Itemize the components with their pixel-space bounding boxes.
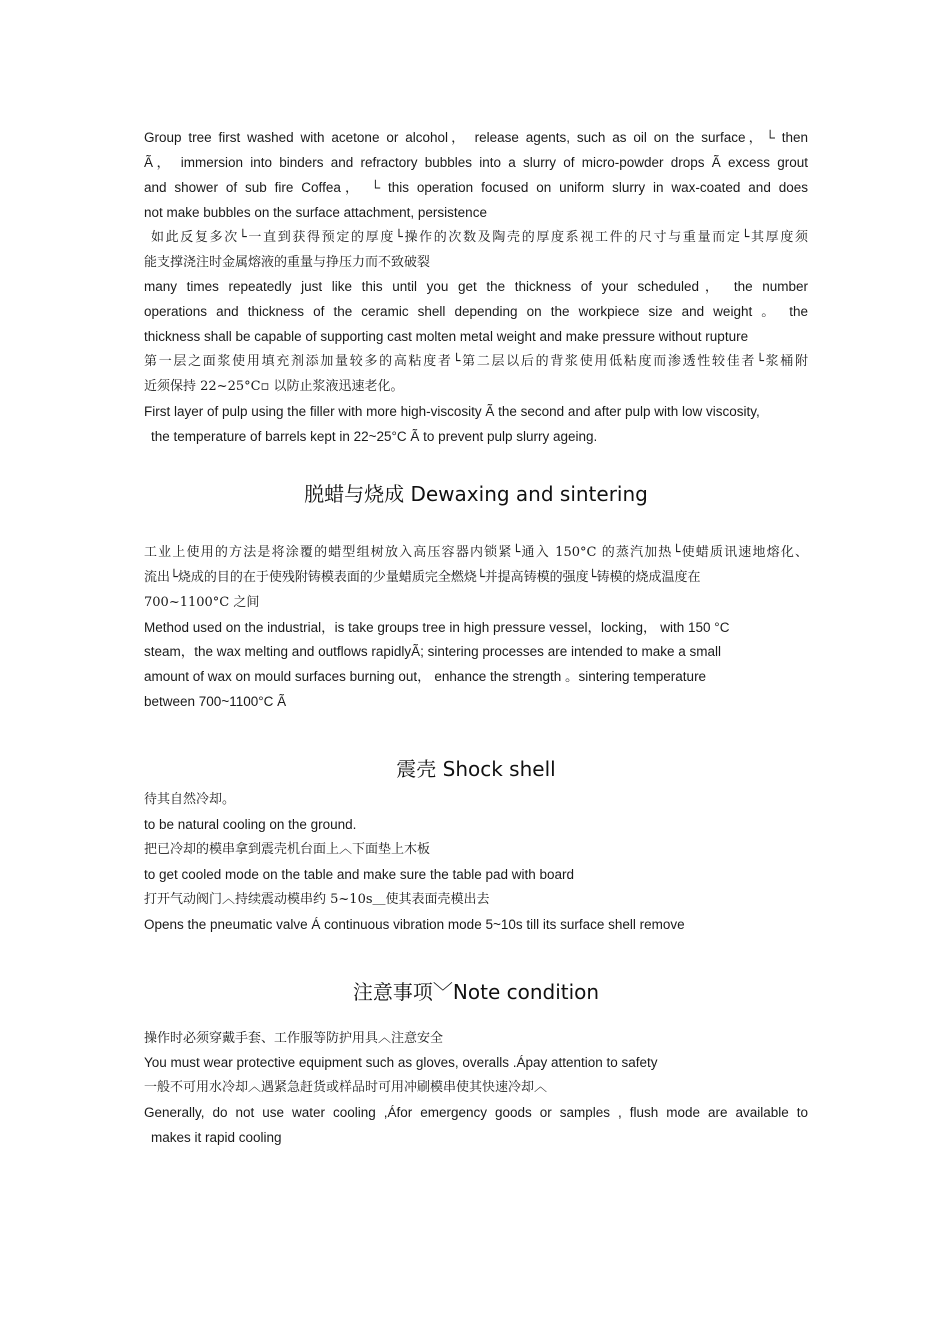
paragraph-line: 操作时必须穿戴手套、工作服等防护用具︿注意安全: [144, 1030, 444, 1046]
paragraph-line: to be natural cooling on the ground.: [144, 817, 357, 833]
paragraph-line: makes it rapid cooling: [151, 1130, 282, 1146]
paragraph-line: steam，the wax melting and outflows rapidlyÃ; sintering processes are intended to make a small: [144, 644, 722, 660]
paragraph-line: and shower of sub fire Coffea， └ this operation focused on uniform slurry in wax-coated and does: [144, 179, 808, 195]
paragraph-line: Generally, do not use water cooling ,Áfor emergency goods or samples , flush mode are available to: [144, 1105, 808, 1121]
paragraph-line: 700~1100°C 之间: [144, 594, 260, 610]
paragraph-line: the temperature of barrels kept in 22~25°C Ã to prevent pulp slurry ageing.: [151, 428, 598, 444]
heading-dewaxing-sintering: 脱蜡与烧成 Dewaxing and sintering: [304, 481, 648, 506]
section-shock-shell: [144, 788, 808, 937]
section-note-condition: [144, 1027, 808, 1152]
paragraph-line: 把已冷却的模串拿到震壳机台面上︿下面垫上木板: [144, 841, 431, 857]
paragraph-line: Method used on the industrial，is take groups tree in high pressure vessel，locking， with 150 °C: [144, 619, 730, 635]
paragraph-line: Opens the pneumatic valve Á continuous vibration mode 5~10s till its surface shell remove: [144, 916, 685, 932]
heading-shock-shell: 震壳 Shock shell: [396, 757, 556, 782]
paragraph-line: First layer of pulp using the filler with more high-viscosity Ã the second and after pulp with low viscosity,: [144, 403, 760, 419]
paragraph-line: Group tree first washed with acetone or alcohol， release agents, such as oil on the surface，└ then: [144, 130, 808, 145]
paragraph-line: to get cooled mode on the table and make sure the table pad with board: [144, 866, 575, 882]
paragraph-line: 近须保持 22~25°C▫ 以防止浆液迅速老化。: [144, 379, 404, 395]
paragraph-line: thickness shall be capable of supporting cast molten metal weight and make pressure without rupture: [144, 329, 749, 345]
paragraph-line: 工业上使用的方法是将涂覆的蜡型组树放入高压容器内锁紧└通入 150°C 的蒸汽加热└使蜡质讯速地熔化、: [144, 544, 808, 560]
paragraph-line: 一般不可用水冷却︿遇紧急赶货或样品时可用冲刷模串使其快速冷却︿: [144, 1080, 548, 1096]
heading-note-condition: 注意事项﹀Note condition: [352, 979, 600, 1004]
section-shell-making: [144, 126, 808, 450]
paragraph-line: 能支撑浇注时金属熔液的重量与挣压力而不致破裂: [144, 254, 431, 270]
paragraph-line: 打开气动阀门︿持续震动模串约 5~10s＿使其表面壳模出去: [144, 891, 490, 907]
paragraph-line: Ã， immersion into binders and refractory bubbles into a slurry of micro-powder drops Ã excess grout: [144, 154, 808, 170]
paragraph-line: operations and thickness of the ceramic shell depending on the workpiece size and weight 。 the: [144, 304, 808, 320]
paragraph-line: You must wear protective equipment such as gloves, overalls .Ápay attention to safety: [144, 1055, 658, 1071]
document-body: [144, 126, 808, 1151]
paragraph-line: 流出└烧成的目的在于使残附铸模表面的少量蜡质完全燃烧└并提高铸模的强度└铸模的烧成温度在: [144, 569, 701, 585]
paragraph-line: between 700~1100°C Ã: [144, 694, 287, 710]
paragraph-line: 第一层之面浆使用填充剂添加量较多的高粘度者└第二层以后的背浆使用低粘度而渗透性较佳者└浆桶附: [144, 354, 808, 370]
section-dewaxing-sintering: [144, 541, 808, 715]
paragraph-line: 如此反复多次└一直到获得预定的厚度└操作的次数及陶壳的厚度系视工件的尺寸与重量而定└其厚度须: [151, 229, 808, 245]
paragraph-line: not make bubbles on the surface attachment, persistence: [144, 204, 487, 220]
paragraph-line: many times repeatedly just like this until you get the thickness of your scheduled， the number: [144, 279, 808, 295]
paragraph-line: amount of wax on mould surfaces burning out， enhance the strength 。sintering temperature: [144, 669, 707, 685]
paragraph-line: 待其自然冷却。: [144, 792, 236, 808]
